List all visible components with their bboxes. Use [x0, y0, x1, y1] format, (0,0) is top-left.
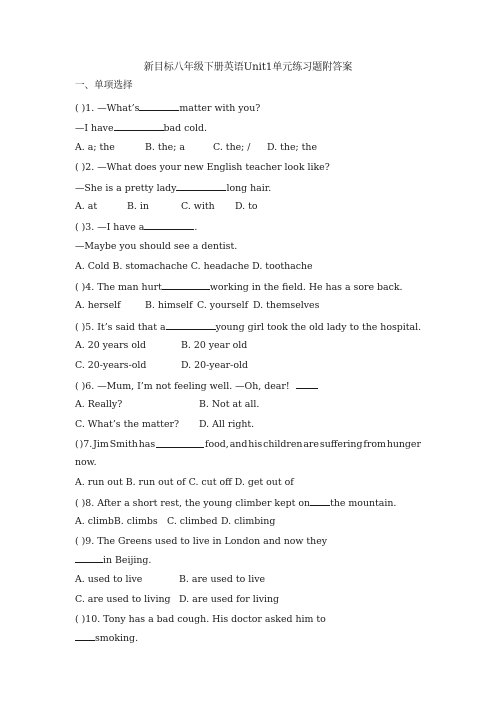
answer-blank [296, 379, 318, 389]
question-3: ( )3. —I have a . [75, 222, 198, 233]
answer-blank [75, 553, 103, 563]
answer-blank [139, 101, 179, 111]
option-a: A. herself [75, 300, 121, 311]
question-3-options: A. Cold B. stomachache C. headache D. toothache [75, 261, 313, 272]
option-b: B. are used to live [179, 574, 266, 585]
option-c: C. 20-years-old [75, 360, 147, 371]
option-c: C. climbed [167, 516, 218, 527]
answer-blank [176, 181, 226, 191]
option-c: C. with [181, 201, 215, 212]
question-5-options-2 [75, 359, 248, 372]
option-d: D. climbing [221, 516, 276, 527]
option-c: C. yourself [197, 300, 249, 311]
question-1-options [75, 141, 317, 154]
question-2: ( )2. —What does your new English teacher look like? [75, 162, 330, 173]
question-9-line-2: in Beijing. [75, 553, 151, 567]
question-6-options-1 [75, 398, 259, 411]
option-c: C. the; / [213, 142, 251, 153]
option-ab: A. climbB. climbs [75, 516, 158, 527]
question-8-options [75, 515, 275, 528]
question-6-options-2 [75, 418, 254, 431]
question-10: ( )10. Tony has a bad cough. His doctor asked him to [75, 614, 326, 625]
option-d: D. the; the [267, 142, 317, 153]
question-4: ( )4. The man hurt working in the field. He has a sore back. [75, 282, 403, 293]
option-b: B. 20 year old [181, 340, 248, 351]
question-1: ( )1. —What’s matter with you? [75, 103, 261, 114]
question-7-options: A. run out B. run out of C. cut off D. get out of [75, 477, 294, 488]
question-9: ( )9. The Greens used to live in London and now they [75, 536, 328, 547]
option-d: D. are used for living [179, 594, 280, 605]
question-5-options-1 [75, 339, 247, 352]
option-a: A. 20 years old [75, 340, 146, 351]
question-2-options [75, 200, 258, 213]
option-c: C. What’s the matter? [75, 419, 180, 430]
question-1-line-2: —I have bad cold. [75, 123, 207, 134]
question-10-line-2: smoking. [75, 631, 138, 645]
question-3-line-2: —Maybe you should see a dentist. [75, 241, 238, 252]
answer-blank [144, 220, 194, 230]
question-8: ( )8. After a short rest, the young climber kept on the mountain. [75, 498, 397, 509]
section-heading: 一、单项选择 [75, 80, 133, 91]
question-7: ( )7. Jim Smith has food, and his children are suffering from hunger [75, 439, 421, 450]
option-d: D. All right. [199, 419, 255, 430]
question-9-options-1 [75, 573, 265, 586]
answer-blank [310, 496, 330, 506]
option-a: A. at [75, 201, 98, 212]
option-b: B. the; a [145, 142, 185, 153]
option-a: A. Really? [75, 399, 123, 410]
page-title: 新目标八年级下册英语Unit1单元练习题附答案 [143, 62, 353, 73]
option-c: C. are used to living [75, 594, 171, 605]
answer-blank [114, 121, 164, 131]
question-2-line-2: —She is a pretty lady long hair. [75, 183, 272, 194]
question-6: ( )6. —Mum, I’m not feeling well. —Oh, dear! [75, 379, 318, 393]
option-b: B. in [127, 201, 149, 212]
option-a: A. used to live [75, 574, 143, 585]
question-7-line-2: now. [75, 457, 97, 468]
option-d: D. to [235, 201, 258, 212]
question-5: ( )5. It’s said that a young girl took the old lady to the hospital. [75, 322, 422, 333]
option-d: D. 20-year-old [181, 360, 248, 371]
option-d: D. themselves [253, 300, 320, 311]
answer-blank [75, 631, 95, 641]
question-4-options [75, 299, 319, 312]
answer-blank [162, 280, 210, 290]
answer-blank [166, 320, 216, 330]
answer-blank [156, 438, 204, 448]
option-a: A. a; the [75, 142, 115, 153]
option-b: B. himself [145, 300, 193, 311]
option-b: B. Not at all. [199, 399, 260, 410]
question-9-options-2 [75, 593, 279, 606]
